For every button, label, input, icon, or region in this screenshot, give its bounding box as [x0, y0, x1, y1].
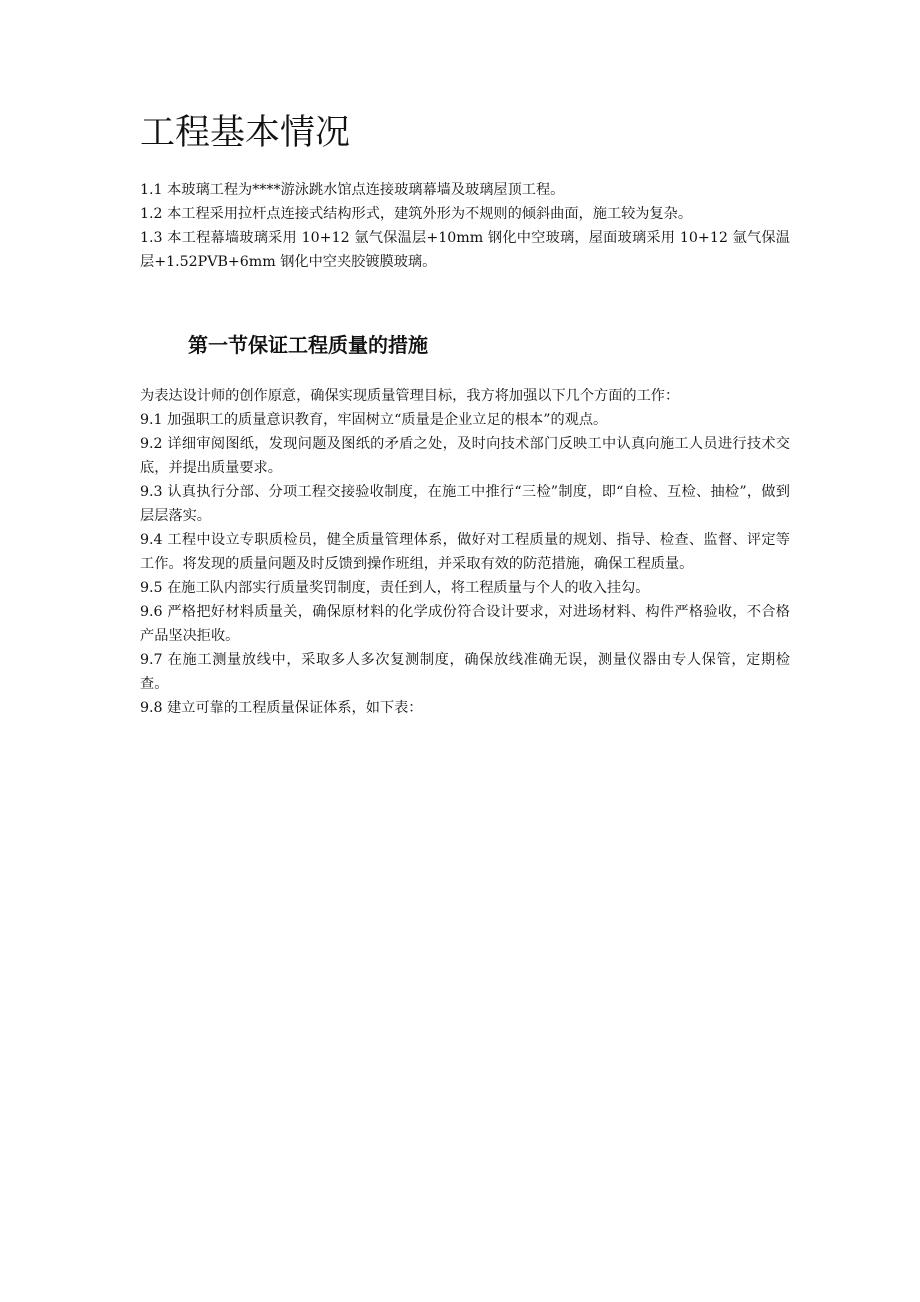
- overview-item-2: 1.2 本工程采用拉杆点连接式结构形式，建筑外形为不规则的倾斜曲面，施工较为复杂。: [140, 206, 693, 222]
- section-heading: 第一节保证工程质量的措施: [188, 333, 428, 357]
- measure-item-9-5: 9.5 在施工队内部实行质量奖罚制度，责任到人，将工程质量与个人的收入挂勾。: [140, 580, 650, 596]
- measure-item-9-7: 9.7 在施工测量放线中，采取多人多次复测制度，确保放线准确无误，测量仪器由专人保管，定期检查。: [140, 652, 790, 692]
- section-intro: 为表达设计师的创作原意，确保实现质量管理目标，我方将加强以下几个方面的工作：: [140, 388, 680, 404]
- document-content: [140, 108, 790, 720]
- overview-item-3: 1.3 本工程幕墙玻璃采用 10+12 氩气保温层+10mm 钢化中空玻璃，屋面玻璃采用 10+12 氩气保温层+1.52PVB+6mm 钢化中空夹胶镀膜玻璃。: [140, 230, 790, 270]
- overview-item-1: 1.1 本玻璃工程为****游泳跳水馆点连接玻璃幕墙及玻璃屋顶工程。: [140, 182, 565, 198]
- measure-item-9-3: 9.3 认真执行分部、分项工程交接验收制度，在施工中推行“三检”制度，即“自检、互检、抽检”，做到层层落实。: [140, 484, 790, 524]
- measure-item-9-6: 9.6 严格把好材料质量关，确保原材料的化学成份符合设计要求，对进场材料、构件严格验收，不合格产品坚决拒收。: [140, 604, 790, 644]
- measure-item-9-8: 9.8 建立可靠的工程质量保证体系，如下表：: [140, 700, 423, 716]
- measure-item-9-4: 9.4 工程中设立专职质检员，健全质量管理体系，做好对工程质量的规划、指导、检查、监督、评定等工作。将发现的质量问题及时反馈到操作班组，并采取有效的防范措施，确保工程质量。: [140, 532, 790, 572]
- overview-section: [140, 178, 790, 274]
- measure-item-9-1: 9.1 加强职工的质量意识教育，牢固树立“质量是企业立足的根本”的观点。: [140, 412, 608, 428]
- quality-measures-section: [140, 384, 790, 720]
- document-title: 工程基本情况: [140, 113, 351, 153]
- measure-item-9-2: 9.2 详细审阅图纸，发现问题及图纸的矛盾之处，及时向技术部门反映工中认真向施工人员进行技术交底，并提出质量要求。: [140, 436, 790, 476]
